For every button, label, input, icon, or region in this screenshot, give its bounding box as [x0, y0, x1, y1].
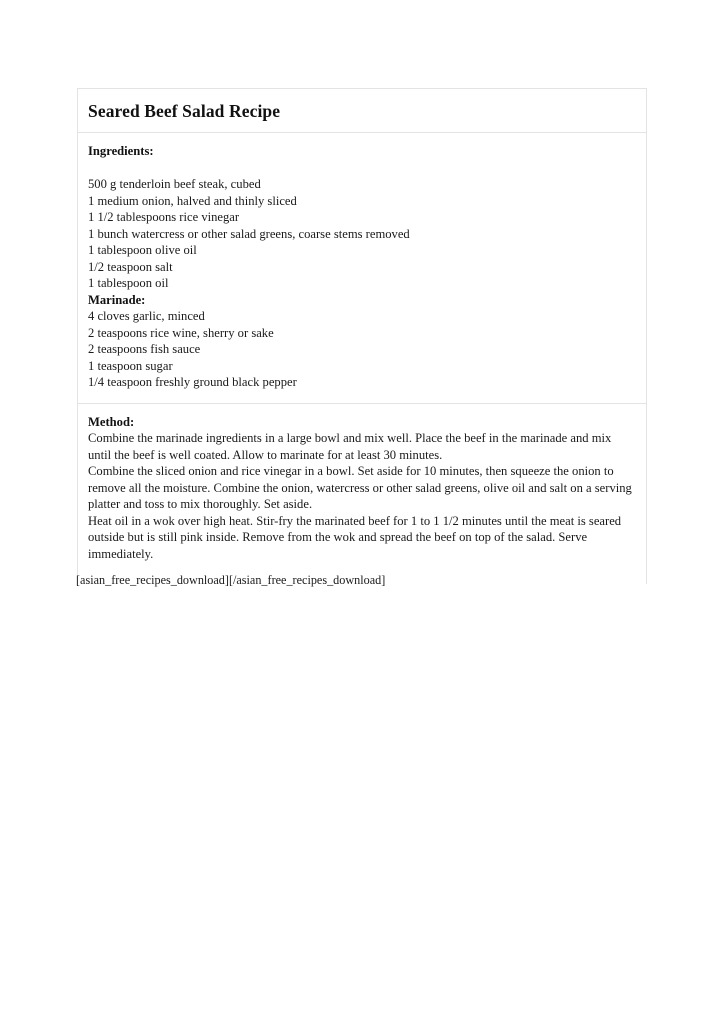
- list-item: 1 bunch watercress or other salad greens, coarse stems removed: [88, 226, 410, 241]
- list-item: 1 1/2 tablespoons rice vinegar: [88, 210, 240, 224]
- method-paragraph: Heat oil in a wok over high heat. Stir-fry the marinated beef for 1 to 1 1/2 minutes until the meat is seared outside but is still pink inside. Remove from the wok and spread the beef on top of the salad. Serve immediately.: [88, 513, 622, 561]
- method-heading: Method:: [88, 414, 135, 429]
- list-item: 1 tablespoon olive oil: [88, 243, 197, 257]
- marinade-heading: Marinade:: [88, 292, 146, 307]
- shortcode-footer-text: [asian_free_recipes_download][/asian_free_recipes_download]: [76, 573, 386, 587]
- recipe-card: [77, 88, 647, 584]
- method-section: [78, 404, 646, 585]
- ingredients-heading: Ingredients:: [88, 144, 154, 158]
- list-item: 1/2 teaspoon salt: [88, 259, 173, 274]
- method-paragraph: Combine the marinade ingredients in a large bowl and mix well. Place the beef in the marinade and mix until the beef is well coated. Allow to marinate for at least 30 minutes.: [88, 431, 612, 462]
- recipe-card-header: [78, 89, 646, 133]
- page-title: Seared Beef Salad Recipe: [88, 101, 281, 121]
- list-item: 2 teaspoons fish sauce: [88, 342, 201, 356]
- ingredients-spacer: [88, 160, 636, 177]
- list-item: 1 teaspoon sugar: [88, 358, 173, 373]
- list-item: 500 g tenderloin beef steak, cubed: [88, 177, 261, 191]
- list-item: 2 teaspoons rice wine, sherry or sake: [88, 325, 274, 340]
- list-item: 1/4 teaspoon freshly ground black pepper: [88, 375, 297, 389]
- ingredients-section: [78, 133, 646, 404]
- list-item: 1 medium onion, halved and thinly sliced: [88, 193, 297, 208]
- list-item: 1 tablespoon oil: [88, 276, 169, 290]
- list-item: 4 cloves garlic, minced: [88, 309, 205, 323]
- method-paragraph: Combine the sliced onion and rice vinegar in a bowl. Set aside for 10 minutes, then squeeze the onion to remove all the moisture. Combine the onion, watercress or other salad greens, olive oil and salt on a serving platter and toss to mix thoroughly. Set aside.: [88, 464, 632, 511]
